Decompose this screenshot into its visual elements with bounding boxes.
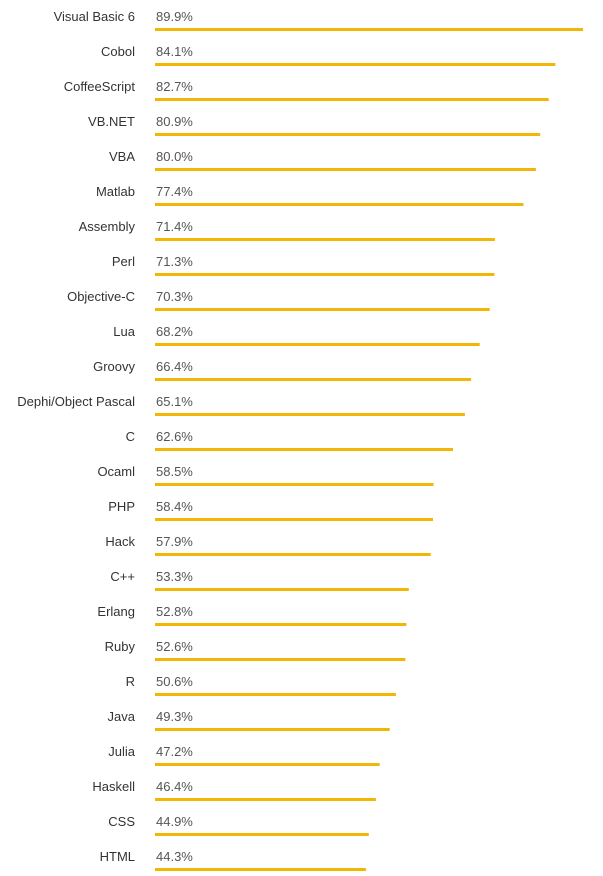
bar	[155, 798, 376, 801]
value-label: 58.4%	[156, 499, 193, 514]
category-label: Dephi/Object Pascal	[17, 394, 135, 409]
bar	[155, 588, 409, 591]
bar	[155, 868, 366, 871]
value-label: 52.8%	[156, 604, 193, 619]
category-label: Julia	[108, 744, 135, 759]
value-label: 47.2%	[156, 744, 193, 759]
category-label: C++	[110, 569, 135, 584]
value-label: 44.9%	[156, 814, 193, 829]
category-label: R	[125, 674, 135, 689]
category-label: Assembly	[78, 219, 135, 234]
category-label: Perl	[111, 254, 135, 269]
bar	[155, 203, 524, 206]
value-label: 89.9%	[156, 9, 193, 24]
value-label: 66.4%	[156, 359, 193, 374]
category-label: Lua	[113, 324, 135, 339]
category-label: PHP	[108, 499, 135, 514]
bar	[155, 63, 555, 66]
category-label: Objective-C	[67, 289, 135, 304]
category-label: Matlab	[95, 184, 135, 199]
bar	[155, 308, 490, 311]
category-label: Hack	[105, 534, 135, 549]
category-label: Groovy	[93, 359, 135, 374]
bar	[155, 518, 433, 521]
category-label: CSS	[108, 814, 135, 829]
category-label: Visual Basic 6	[53, 9, 135, 24]
value-label: 52.6%	[156, 639, 193, 654]
category-label: Java	[107, 709, 135, 724]
value-label: 80.9%	[156, 114, 193, 129]
bar	[155, 763, 380, 766]
value-label: 46.4%	[156, 779, 193, 794]
value-label: 71.3%	[156, 254, 193, 269]
bar	[155, 833, 369, 836]
category-label: CoffeeScript	[63, 79, 135, 94]
bar	[155, 413, 465, 416]
value-label: 50.6%	[156, 674, 193, 689]
value-label: 70.3%	[156, 289, 193, 304]
category-label: Ocaml	[97, 464, 135, 479]
value-label: 58.5%	[156, 464, 193, 479]
category-label: Erlang	[97, 604, 135, 619]
bar	[155, 658, 405, 661]
value-label: 77.4%	[156, 184, 193, 199]
value-label: 49.3%	[156, 709, 193, 724]
bar	[155, 693, 396, 696]
value-label: 57.9%	[156, 534, 193, 549]
value-label: 71.4%	[156, 219, 193, 234]
category-label: Cobol	[101, 44, 135, 59]
category-label: VB.NET	[88, 114, 135, 129]
bar	[155, 553, 431, 556]
category-label: VBA	[108, 149, 135, 164]
category-label: C	[125, 429, 135, 444]
bar	[155, 98, 549, 101]
bar	[155, 483, 434, 486]
value-label: 44.3%	[156, 849, 193, 864]
value-label: 80.0%	[156, 149, 193, 164]
bar	[155, 343, 480, 346]
value-label: 82.7%	[156, 79, 193, 94]
value-label: 62.6%	[156, 429, 193, 444]
value-label: 84.1%	[156, 44, 193, 59]
bar	[155, 273, 494, 276]
bar	[155, 623, 406, 626]
bar	[155, 133, 540, 136]
bar	[155, 378, 471, 381]
category-label: Haskell	[92, 779, 135, 794]
bar	[155, 238, 495, 241]
value-label: 68.2%	[156, 324, 193, 339]
bar	[155, 168, 536, 171]
value-label: 53.3%	[156, 569, 193, 584]
bar	[155, 28, 583, 31]
bar	[155, 728, 390, 731]
value-label: 65.1%	[156, 394, 193, 409]
category-label: Ruby	[104, 639, 135, 654]
category-label: HTML	[99, 849, 135, 864]
bar	[155, 448, 453, 451]
